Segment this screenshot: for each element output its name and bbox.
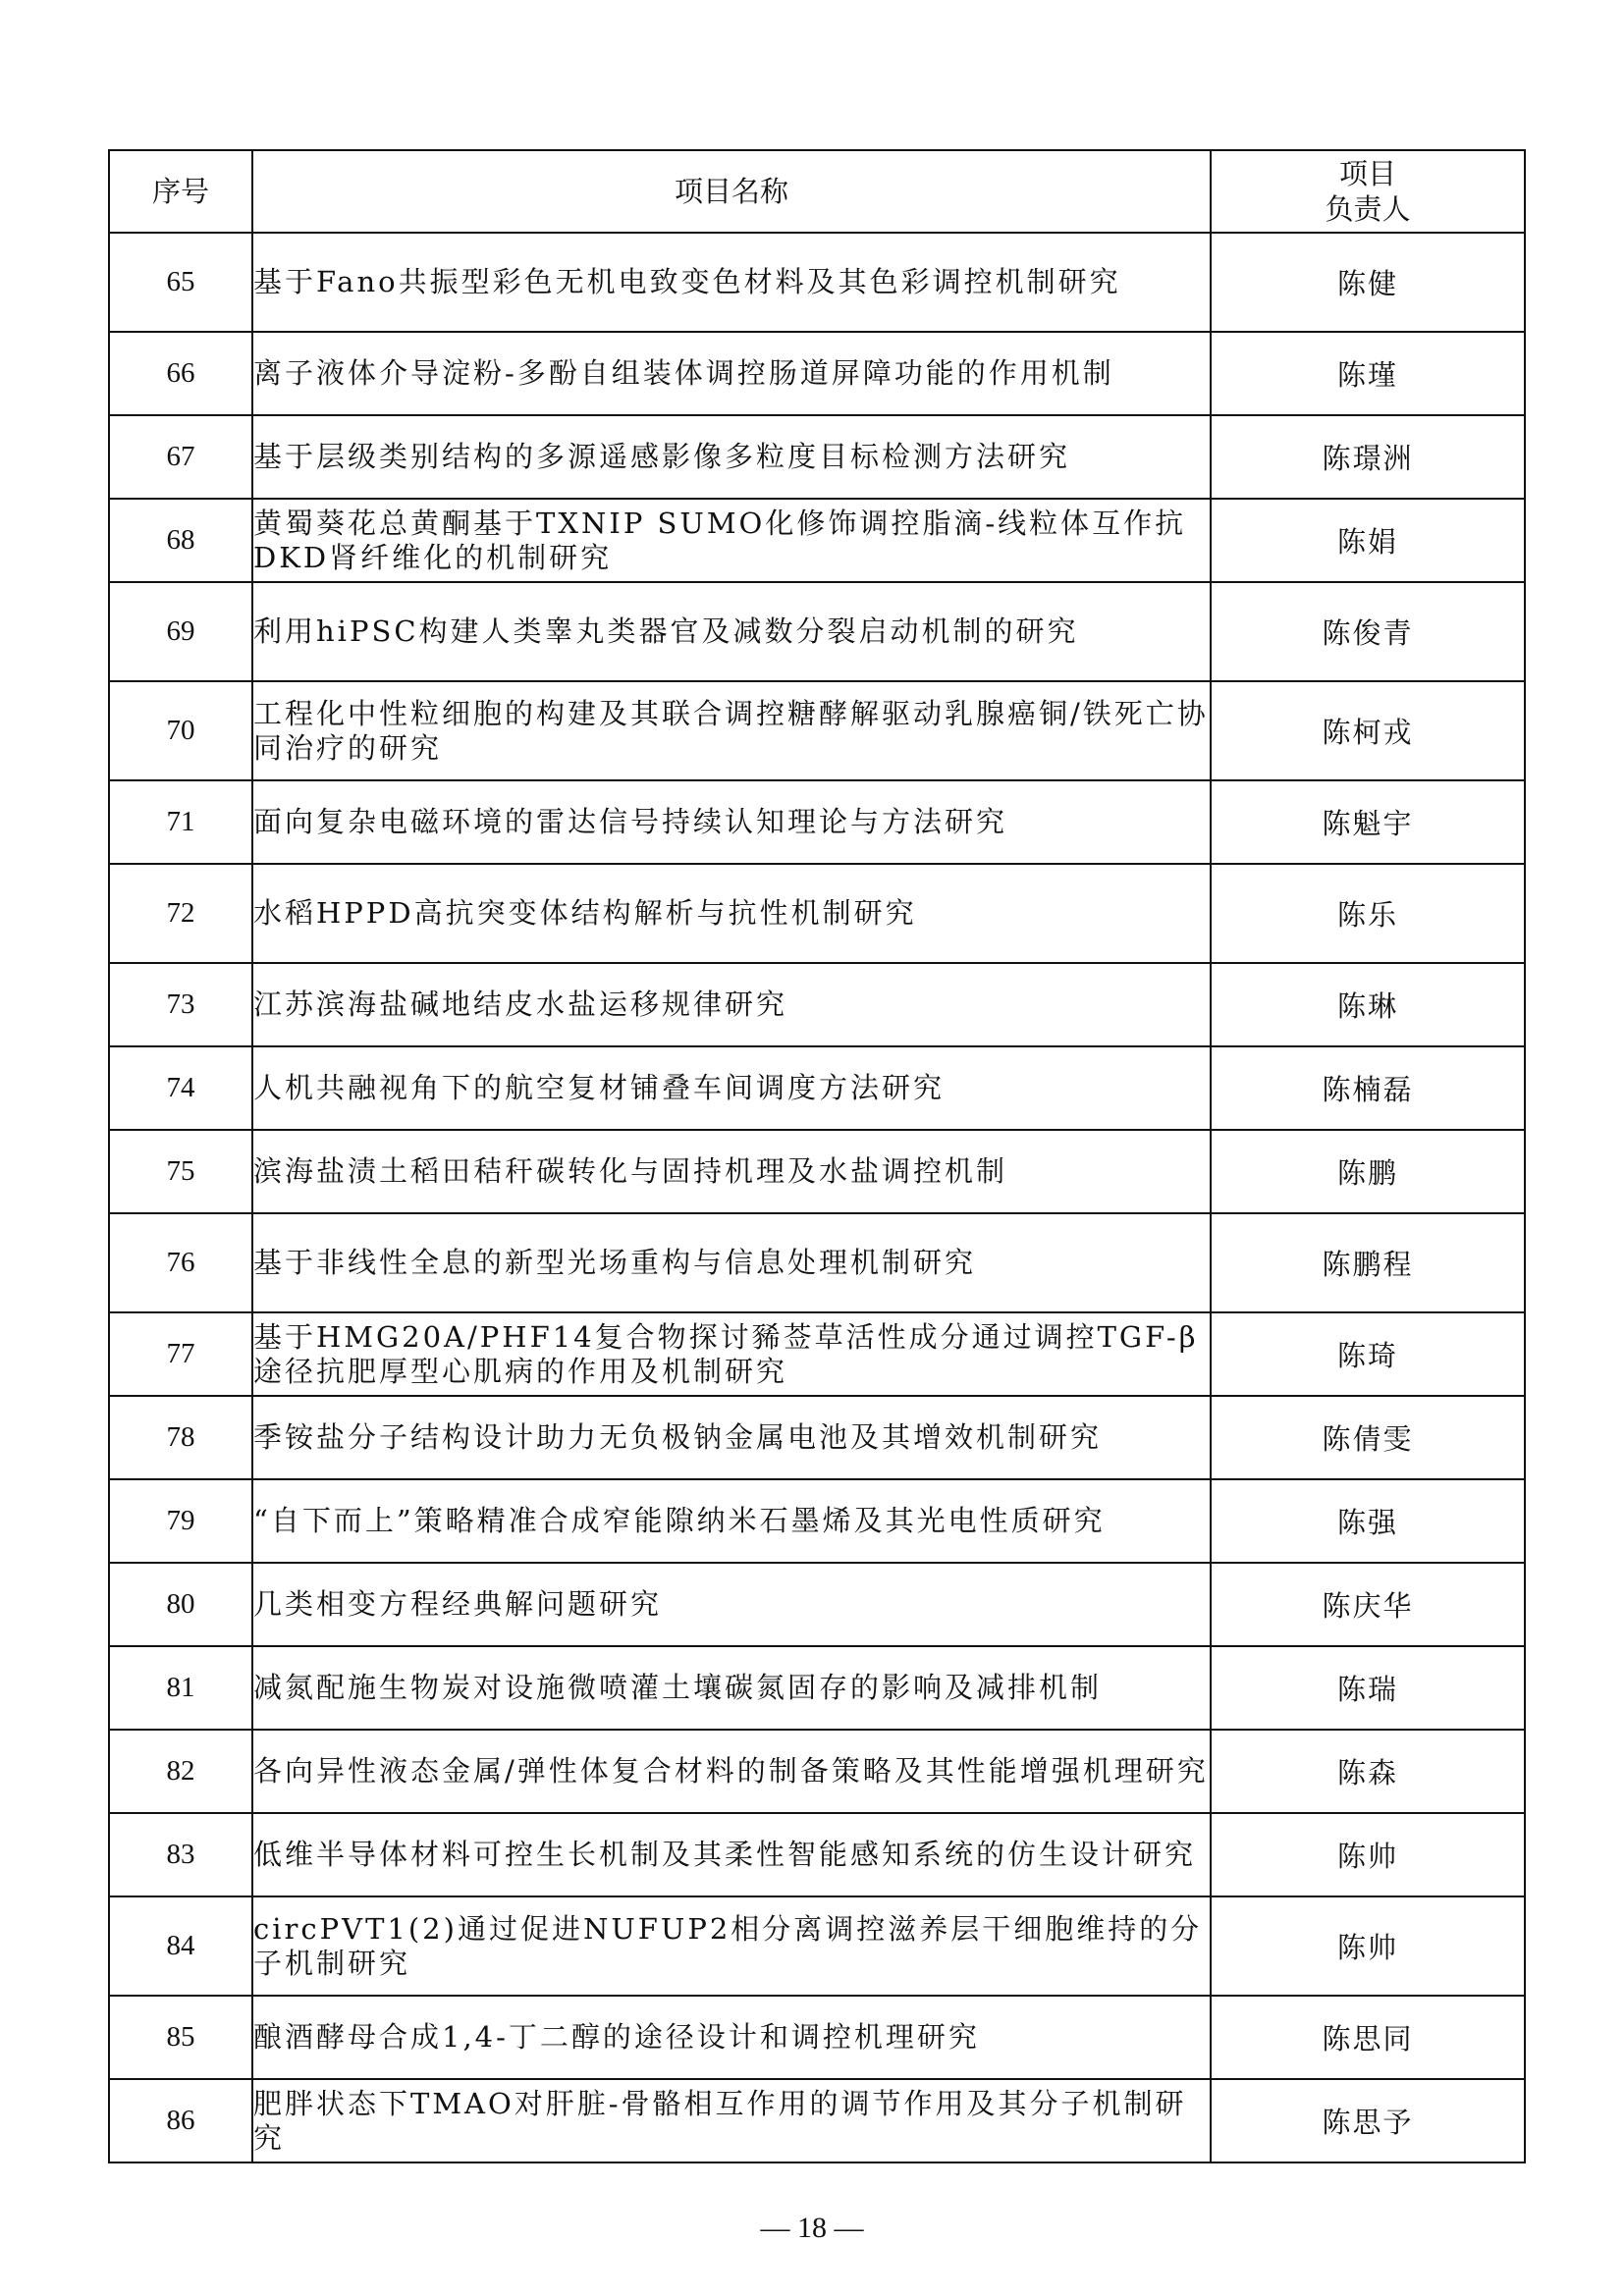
table-row (109, 2079, 1525, 2163)
serial-number-cell: 69 (109, 582, 252, 681)
project-leader-cell: 陈强 (1211, 1479, 1525, 1563)
table-row (109, 1130, 1525, 1213)
table-header-row (109, 150, 1525, 233)
serial-number-cell: 71 (109, 780, 252, 864)
project-name-cell: 基于Fano共振型彩色无机电致变色材料及其色彩调控机制研究 (252, 233, 1211, 332)
table-row (109, 1730, 1525, 1813)
table-row (109, 1213, 1525, 1312)
project-name-cell: 滨海盐渍土稻田秸秆碳转化与固持机理及水盐调控机制 (252, 1130, 1211, 1213)
project-name-cell: 工程化中性粒细胞的构建及其联合调控糖酵解驱动乳腺癌铜/铁死亡协同治疗的研究 (252, 681, 1211, 780)
table-row (109, 1646, 1525, 1730)
serial-number-cell: 82 (109, 1730, 252, 1813)
table-row (109, 415, 1525, 499)
project-name-cell: 基于层级类别结构的多源遥感影像多粒度目标检测方法研究 (252, 415, 1211, 499)
table-row (109, 1996, 1525, 2079)
project-leader-cell: 陈俊青 (1211, 582, 1525, 681)
project-leader-cell: 陈鹏 (1211, 1130, 1525, 1213)
serial-number-cell: 85 (109, 1996, 252, 2079)
project-name-cell: 减氮配施生物炭对设施微喷灌土壤碳氮固存的影响及减排机制 (252, 1646, 1211, 1730)
serial-number-cell: 83 (109, 1813, 252, 1896)
project-table (108, 149, 1526, 2163)
project-leader-cell: 陈帅 (1211, 1896, 1525, 1996)
project-leader-cell: 陈柯戎 (1211, 681, 1525, 780)
serial-number-cell: 75 (109, 1130, 252, 1213)
table-row (109, 681, 1525, 780)
serial-number-cell: 68 (109, 499, 252, 582)
project-name-cell: 肥胖状态下TMAO对肝脏-骨骼相互作用的调节作用及其分子机制研究 (252, 2079, 1211, 2163)
project-leader-cell: 陈琦 (1211, 1312, 1525, 1396)
project-name-cell: “自下而上”策略精准合成窄能隙纳米石墨烯及其光电性质研究 (252, 1479, 1211, 1563)
project-name-cell: 酿酒酵母合成1,4-丁二醇的途径设计和调控机理研究 (252, 1996, 1211, 2079)
serial-number-cell: 78 (109, 1396, 252, 1479)
serial-number-cell: 73 (109, 963, 252, 1046)
table-row (109, 582, 1525, 681)
project-leader-cell: 陈帅 (1211, 1813, 1525, 1896)
project-name-cell: 季铵盐分子结构设计助力无负极钠金属电池及其增效机制研究 (252, 1396, 1211, 1479)
project-name-cell: 离子液体介导淀粉-多酚自组装体调控肠道屏障功能的作用机制 (252, 332, 1211, 415)
project-name-cell: 江苏滨海盐碱地结皮水盐运移规律研究 (252, 963, 1211, 1046)
project-name-cell: circPVT1(2)通过促进NUFUP2相分离调控滋养层干细胞维持的分子机制研究 (252, 1896, 1211, 1996)
table-row (109, 1046, 1525, 1130)
serial-number-cell: 76 (109, 1213, 252, 1312)
table-row (109, 1563, 1525, 1646)
project-leader-cell: 陈森 (1211, 1730, 1525, 1813)
project-leader-cell: 陈琳 (1211, 963, 1525, 1046)
project-name-cell: 基于非线性全息的新型光场重构与信息处理机制研究 (252, 1213, 1211, 1312)
project-leader-cell: 陈娟 (1211, 499, 1525, 582)
serial-number-cell: 66 (109, 332, 252, 415)
serial-number-cell: 72 (109, 864, 252, 963)
serial-number-cell: 77 (109, 1312, 252, 1396)
project-name-cell: 低维半导体材料可控生长机制及其柔性智能感知系统的仿生设计研究 (252, 1813, 1211, 1896)
serial-number-cell: 84 (109, 1896, 252, 1996)
project-leader-cell: 陈庆华 (1211, 1563, 1525, 1646)
serial-number-cell: 80 (109, 1563, 252, 1646)
project-name-cell: 利用hiPSC构建人类睾丸类器官及减数分裂启动机制的研究 (252, 582, 1211, 681)
serial-number-cell: 67 (109, 415, 252, 499)
header-project-leader-line2: 负责人 (1325, 192, 1411, 226)
table-row (109, 1896, 1525, 1996)
serial-number-cell: 74 (109, 1046, 252, 1130)
table-row (109, 499, 1525, 582)
serial-number-cell: 79 (109, 1479, 252, 1563)
project-name-cell: 基于HMG20A/PHF14复合物探讨豨莶草活性成分通过调控TGF-β途径抗肥厚型心肌病的作用及机制研究 (252, 1312, 1211, 1396)
table-row (109, 332, 1525, 415)
table-row (109, 963, 1525, 1046)
project-leader-cell: 陈瑾 (1211, 332, 1525, 415)
table-row (109, 1479, 1525, 1563)
project-name-cell: 人机共融视角下的航空复材铺叠车间调度方法研究 (252, 1046, 1211, 1130)
project-name-cell: 几类相变方程经典解问题研究 (252, 1563, 1211, 1646)
project-leader-cell: 陈瑞 (1211, 1646, 1525, 1730)
project-name-cell: 黄蜀葵花总黄酮基于TXNIP SUMO化修饰调控脂滴-线粒体互作抗DKD肾纤维化的机制研究 (252, 499, 1211, 582)
serial-number-cell: 86 (109, 2079, 252, 2163)
project-leader-cell: 陈鹏程 (1211, 1213, 1525, 1312)
project-leader-cell: 陈健 (1211, 233, 1525, 332)
project-leader-cell: 陈璟洲 (1211, 415, 1525, 499)
project-name-cell: 各向异性液态金属/弹性体复合材料的制备策略及其性能增强机理研究 (252, 1730, 1211, 1813)
project-leader-cell: 陈倩雯 (1211, 1396, 1525, 1479)
header-project-leader-line1: 项目 (1338, 157, 1396, 190)
project-leader-cell: 陈楠磊 (1211, 1046, 1525, 1130)
table-row (109, 1312, 1525, 1396)
project-leader-cell: 陈思同 (1211, 1996, 1525, 2079)
table-row (109, 1396, 1525, 1479)
header-serial-number: 序号 (109, 150, 252, 233)
table-row (109, 864, 1525, 963)
project-name-cell: 水稻HPPD高抗突变体结构解析与抗性机制研究 (252, 864, 1211, 963)
project-leader-cell: 陈魁宇 (1211, 780, 1525, 864)
page-number: — 18 — (760, 2212, 864, 2244)
table-row (109, 780, 1525, 864)
project-leader-cell: 陈思予 (1211, 2079, 1525, 2163)
table-body (109, 233, 1525, 2163)
project-name-cell: 面向复杂电磁环境的雷达信号持续认知理论与方法研究 (252, 780, 1211, 864)
table-row (109, 233, 1525, 332)
serial-number-cell: 70 (109, 681, 252, 780)
header-project-name: 项目名称 (252, 150, 1211, 233)
table-row (109, 1813, 1525, 1896)
project-leader-cell: 陈乐 (1211, 864, 1525, 963)
serial-number-cell: 81 (109, 1646, 252, 1730)
header-project-leader (1211, 150, 1525, 233)
serial-number-cell: 65 (109, 233, 252, 332)
